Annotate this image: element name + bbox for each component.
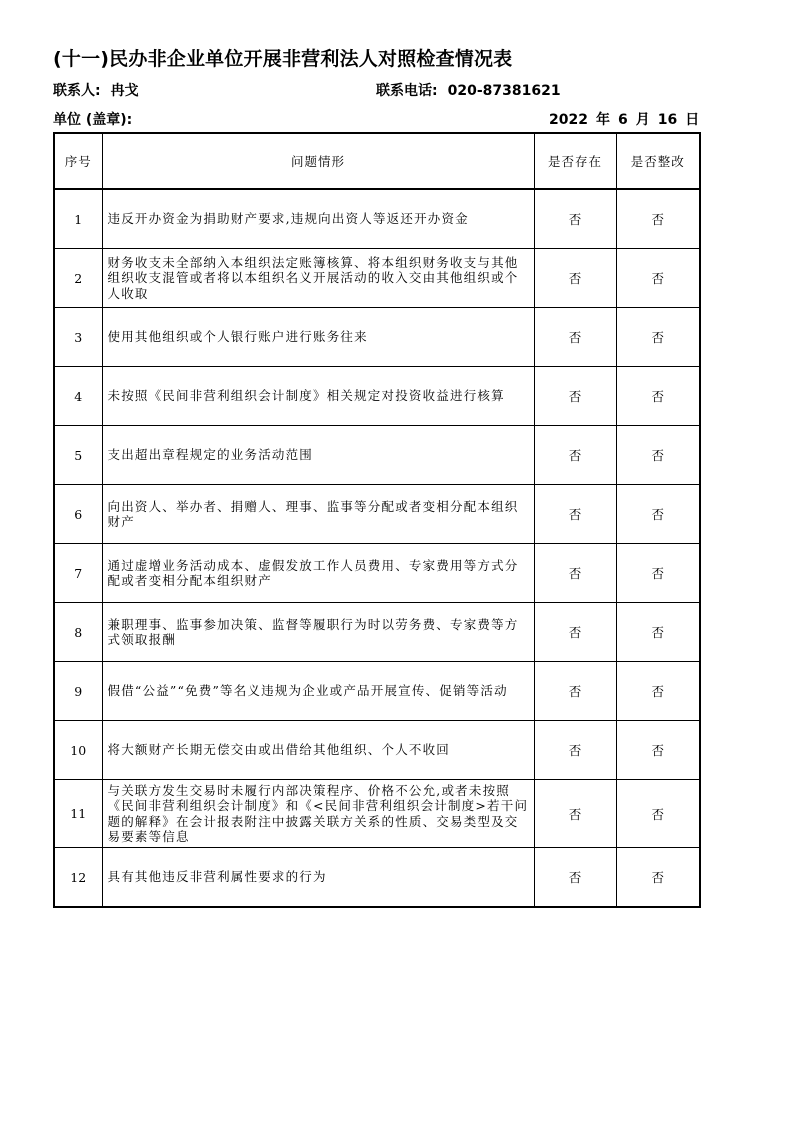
row-rectified: 否 <box>616 544 700 603</box>
row-issue: 未按照《民间非营利组织会计制度》相关规定对投资收益进行核算 <box>102 367 534 426</box>
row-rectified: 否 <box>616 189 700 249</box>
row-rectified: 否 <box>616 249 700 308</box>
table-row <box>54 308 700 367</box>
row-rectified: 否 <box>616 367 700 426</box>
row-issue: 兼职理事、监事参加决策、监督等履职行为时以劳务费、专家费等方式领取报酬 <box>102 603 534 662</box>
col-header-exists: 是否存在 <box>534 133 616 189</box>
row-issue: 具有其他违反非营利属性要求的行为 <box>102 848 534 908</box>
row-rectified: 否 <box>616 308 700 367</box>
table-row <box>54 189 700 249</box>
col-header-issue: 问题情形 <box>102 133 534 189</box>
row-exists: 否 <box>534 544 616 603</box>
row-issue: 假借“公益”“免费”等名义违规为企业或产品开展宣传、促销等活动 <box>102 662 534 721</box>
table-row <box>54 780 700 848</box>
row-rectified: 否 <box>616 485 700 544</box>
row-number: 11 <box>54 780 102 848</box>
row-exists: 否 <box>534 189 616 249</box>
row-number: 5 <box>54 426 102 485</box>
table-row <box>54 603 700 662</box>
row-issue: 与关联方发生交易时未履行内部决策程序、价格不公允,或者未按照《民间非营利组织会计制度》和《<民间非营利组织会计制度>若干问题的解释》在会计报表附注中披露关联方关系的性质、交易类型及交易要素等信息 <box>102 780 534 848</box>
row-rectified: 否 <box>616 721 700 780</box>
phone-value: 020-87381621 <box>447 83 561 99</box>
phone-label: 联系电话: <box>376 83 438 99</box>
row-number: 7 <box>54 544 102 603</box>
date-day: 16 <box>657 112 678 128</box>
checklist-table <box>53 132 701 908</box>
table-row <box>54 485 700 544</box>
row-number: 1 <box>54 189 102 249</box>
row-exists: 否 <box>534 603 616 662</box>
report-date <box>549 109 699 129</box>
row-rectified: 否 <box>616 603 700 662</box>
page-title: (十一)民办非企业单位开展非营利法人对照检查情况表 <box>53 48 513 70</box>
row-number: 6 <box>54 485 102 544</box>
row-exists: 否 <box>534 249 616 308</box>
row-issue: 将大额财产长期无偿交由或出借给其他组织、个人不收回 <box>102 721 534 780</box>
contact-label: 联系人: <box>53 83 101 99</box>
table-row <box>54 721 700 780</box>
contact-person <box>53 80 139 100</box>
row-issue: 使用其他组织或个人银行账户进行账务往来 <box>102 308 534 367</box>
table-header-row <box>54 133 700 189</box>
contact-name: 冉戈 <box>110 83 139 99</box>
table-row <box>54 249 700 308</box>
date-month-unit: 月 <box>635 112 650 128</box>
table-row <box>54 367 700 426</box>
row-exists: 否 <box>534 721 616 780</box>
row-number: 12 <box>54 848 102 908</box>
row-exists: 否 <box>534 308 616 367</box>
col-header-rectified: 是否整改 <box>616 133 700 189</box>
row-issue: 财务收支未全部纳入本组织法定账簿核算、将本组织财务收支与其他组织收支混管或者将以本组织名义开展活动的收入交由其他组织或个人收取 <box>102 249 534 308</box>
row-exists: 否 <box>534 780 616 848</box>
row-rectified: 否 <box>616 780 700 848</box>
row-number: 9 <box>54 662 102 721</box>
row-issue: 通过虚增业务活动成本、虚假发放工作人员费用、专家费用等方式分配或者变相分配本组织财产 <box>102 544 534 603</box>
date-year: 2022 <box>549 112 588 128</box>
row-issue: 向出资人、举办者、捐赠人、理事、监事等分配或者变相分配本组织财产 <box>102 485 534 544</box>
row-number: 3 <box>54 308 102 367</box>
row-number: 10 <box>54 721 102 780</box>
row-exists: 否 <box>534 662 616 721</box>
row-issue: 违反开办资金为捐助财产要求,违规向出资人等返还开办资金 <box>102 189 534 249</box>
row-exists: 否 <box>534 367 616 426</box>
row-exists: 否 <box>534 485 616 544</box>
row-number: 4 <box>54 367 102 426</box>
row-issue: 支出超出章程规定的业务活动范围 <box>102 426 534 485</box>
table-row <box>54 544 700 603</box>
row-exists: 否 <box>534 426 616 485</box>
date-year-unit: 年 <box>595 112 610 128</box>
table-row <box>54 848 700 908</box>
table-row <box>54 662 700 721</box>
row-number: 2 <box>54 249 102 308</box>
row-rectified: 否 <box>616 426 700 485</box>
date-day-unit: 日 <box>685 112 700 128</box>
col-header-number: 序号 <box>54 133 102 189</box>
row-rectified: 否 <box>616 848 700 908</box>
row-rectified: 否 <box>616 662 700 721</box>
contact-phone <box>376 80 561 100</box>
table-row <box>54 426 700 485</box>
unit-seal-label: 单位 (盖章): <box>53 112 133 128</box>
row-number: 8 <box>54 603 102 662</box>
date-month: 6 <box>617 112 628 128</box>
row-exists: 否 <box>534 848 616 908</box>
